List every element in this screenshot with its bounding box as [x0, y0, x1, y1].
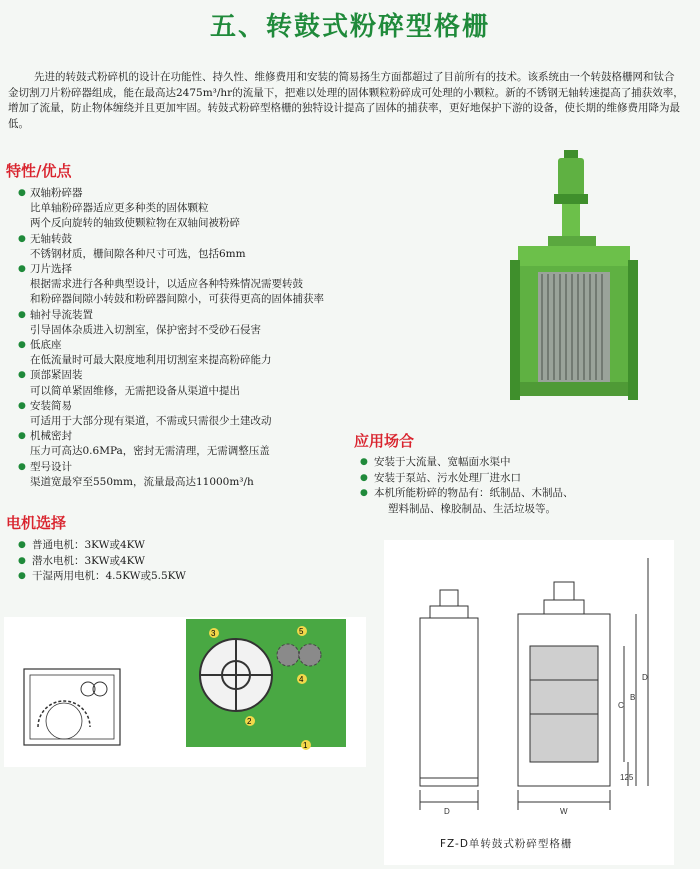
- dim-label: W: [560, 807, 568, 816]
- bullet-icon: ●: [18, 370, 26, 381]
- bullet-icon: ●: [18, 555, 26, 566]
- schematic-panel: [4, 617, 366, 767]
- feature-item: ● 型号设计 渠道宽最窄至550mm，流量最高达11000m³/h: [18, 460, 254, 488]
- features-list: [18, 186, 348, 490]
- motor-list: ● 普通电机：3KW或4KW ● 潜水电机：3KW或4KW ● 干湿两用电机：4.5KW或5.5KW: [18, 538, 186, 585]
- dim-label: D: [642, 673, 648, 682]
- bullet-icon: ●: [18, 264, 26, 275]
- bullet-icon: ●: [18, 233, 26, 244]
- bullet-icon: ●: [18, 188, 26, 198]
- dim-label: C: [618, 701, 624, 710]
- schematic-label: 5: [299, 627, 304, 636]
- feature-item: ● 低底座 在低流量时可最大限度地利用切割室来提高粉碎能力: [18, 339, 272, 367]
- bullet-icon: ●: [18, 340, 26, 351]
- dim-label: B: [630, 693, 636, 702]
- bullet-icon: ●: [360, 488, 368, 498]
- feature-item: ● 双轴粉碎器 比单轴粉碎器适应更多种类的固体颗粒 两个反向旋转的轴致使颗粒物在双轴间被粉碎: [18, 187, 240, 230]
- bullet-icon: ●: [18, 461, 26, 472]
- applications-list: ● 安装于大流量、宽幅面水渠中 ● 安装于泵站、污水处理厂进水口 ● 本机所能粉碎的物品有：纸制品、木制品、 塑料制品、橡胶制品、生活垃圾等。: [360, 456, 574, 515]
- schematic-label: 2: [247, 717, 252, 726]
- applications-heading: 应用场合: [354, 432, 415, 450]
- feature-item: ● 安装简易 可适用于大部分现有渠道，不需或只需很少土建改动: [18, 399, 272, 428]
- bullet-icon: ●: [18, 571, 26, 581]
- feature-item: ● 刀片选择 根据需求进行各种典型设计，以适应各种特殊情况需要转鼓 和粉碎器间隙小转鼓和粉碎器间隙小，可获得更高的固体捕获率: [18, 263, 324, 306]
- feature-item: ● 顶部紧固装 可以简单紧固维修，无需把设备从渠道中提出: [18, 369, 240, 397]
- schematic-drawing: [4, 617, 366, 767]
- features-heading: 特性/优点: [6, 162, 72, 180]
- feature-item: ● 机械密封 压力可高达0.6MPa，密封无需清理，无需调整压盖: [18, 430, 270, 458]
- bullet-icon: ●: [18, 400, 26, 411]
- schematic-label: 1: [303, 741, 308, 750]
- bullet-icon: ●: [18, 431, 26, 442]
- feature-item: ● 轴衬导流装置 引导固体杂质进入切割室，保护密封不受砂石侵害: [18, 308, 261, 336]
- bullet-icon: ●: [18, 309, 26, 320]
- bullet-icon: ●: [18, 540, 26, 550]
- bullet-icon: ●: [360, 472, 368, 483]
- drawing-svg: [384, 540, 674, 865]
- bullet-icon: ●: [360, 457, 368, 467]
- dim-label: D: [444, 807, 450, 816]
- page-title: 五、转鼓式粉碎型格栅: [209, 12, 490, 42]
- motor-heading: 电机选择: [6, 514, 67, 532]
- feature-item: ● 无轴转鼓 不锈钢材质，栅间隙各种尺寸可选，包括6mm: [18, 232, 246, 260]
- drawing-caption: FZ-D单转鼓式粉碎型格栅: [440, 838, 573, 850]
- product-photo: [508, 150, 640, 418]
- schematic-label: 4: [299, 675, 304, 684]
- engineering-drawing: [384, 540, 674, 865]
- intro-paragraph: 先进的转鼓式粉碎机的设计在功能性、持久性、维修费用和安装的简易扬生方面都超过了目前所有的技术。该系统由一个转鼓格栅网和钛合金切割刀片粉碎器组成，能在最高达2475m³/hr的流量下，把难以处理的固体颗粒粉碎成可处理的小颗粒。新的不锈钢无轴转速提高了捕获效率，增加了流量，防止物体缠绕并且更加牢固。转鼓式粉碎型格栅的独特设计提高了固体的捕获率，更好地保护下游的设备，使长期的维修费用降为最低。: [8, 71, 684, 130]
- dim-label: 125: [620, 773, 634, 782]
- schematic-label: 3: [211, 629, 216, 638]
